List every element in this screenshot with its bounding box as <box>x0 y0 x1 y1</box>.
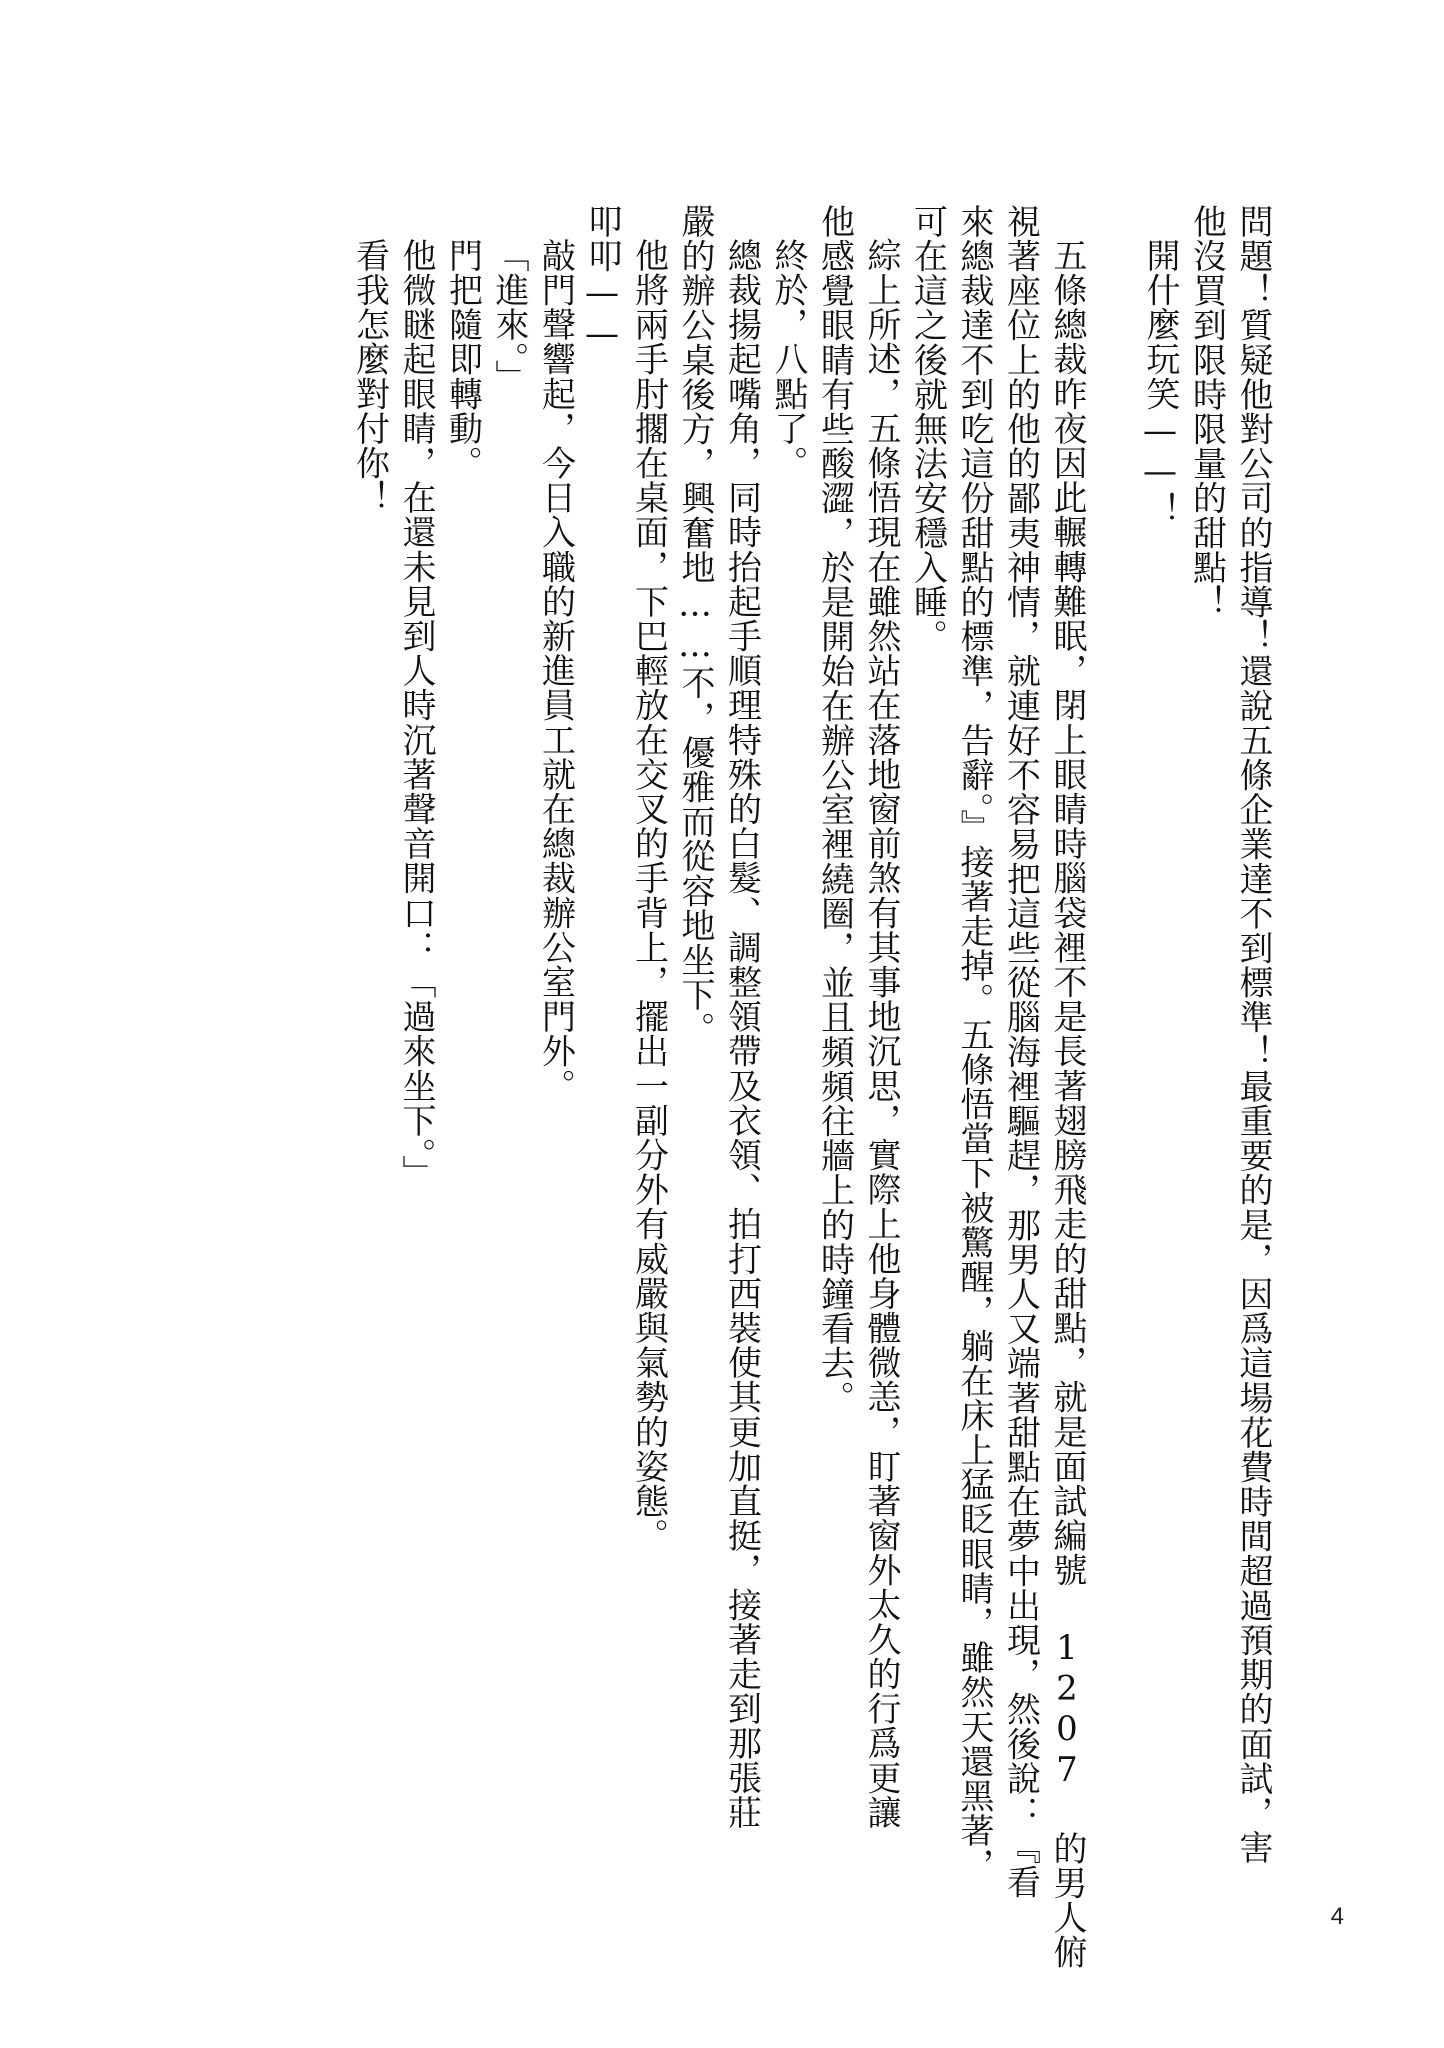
text-column: 他感覺眼睛有些酸澀，於是開始在辦公室裡繞圈，並且頻頻往牆上的時鐘看去。 <box>814 204 855 1415</box>
page-number: 4 <box>1330 1903 1344 1930</box>
page-body-text <box>346 204 1276 1970</box>
text-column: 嚴的辦公桌後方，興奮地……不，優雅而從容地坐下。 <box>675 204 715 1047</box>
text-column: 問題！質疑他對公司的指導！還說五條企業達不到標準！最重要的是，因爲這場花費時間超過預期的面試，害 <box>1233 204 1273 1865</box>
blank-line <box>1090 204 1137 1764</box>
text-column: 他微瞇起眼睛，在還未見到人時沉著聲音開口：「過來坐下。」 <box>396 238 436 1190</box>
text-column: 總裁揚起嘴角，同時抬起手順理特殊的白髮、調整領帶及衣領、拍打西裝使其更加直挺，接著走到那張莊 <box>721 238 762 1830</box>
text-column: 來總裁達不到吃這份甜點的標準，告辭。』接著走掉。五條悟當下被驚醒，躺在床上猛眨眼睛，雖然天還黑著， <box>954 204 994 1883</box>
text-column: 可在這之後就無法安穩入睡。 <box>907 204 948 654</box>
text-column: 敲門聲響起，今日入職的新進員工就在總裁辦公室門外。 <box>535 238 576 1103</box>
text-column: 叩叩—— <box>582 204 622 355</box>
text-column: 終於，八點了。 <box>768 238 808 481</box>
text-column: 五條總裁昨夜因此輾轉難眠，閉上眼睛時腦袋裡不是長著翅膀飛走的甜點，就是面試編號 1207 的男人俯 <box>1047 238 1087 1970</box>
text-column: 綜上所述，五條悟現在雖然站在落地窗前煞有其事地沉思，實際上他身體微恙，盯著窗外太久的行爲更讓 <box>861 238 901 1830</box>
text-column: 視著座位上的他的鄙夷神情，就連好不容易把這些從腦海裡驅趕，那男人又端著甜點在夢中出現，然後說：『看 <box>1000 204 1041 1900</box>
text-column: 看我怎麼對付你！ <box>349 238 390 515</box>
text-column: 開什麼玩笑——！ <box>1140 238 1180 527</box>
text-column: 門把隨即轉動。 <box>442 238 483 481</box>
text-column: 他將兩手肘擱在桌面，下巴輕放在交叉的手背上，擺出一副分外有威嚴與氣勢的姿態。 <box>628 238 669 1553</box>
text-column: 他沒買到限時限量的甜點！ <box>1186 204 1227 620</box>
text-column: 「進來。」 <box>489 238 529 394</box>
